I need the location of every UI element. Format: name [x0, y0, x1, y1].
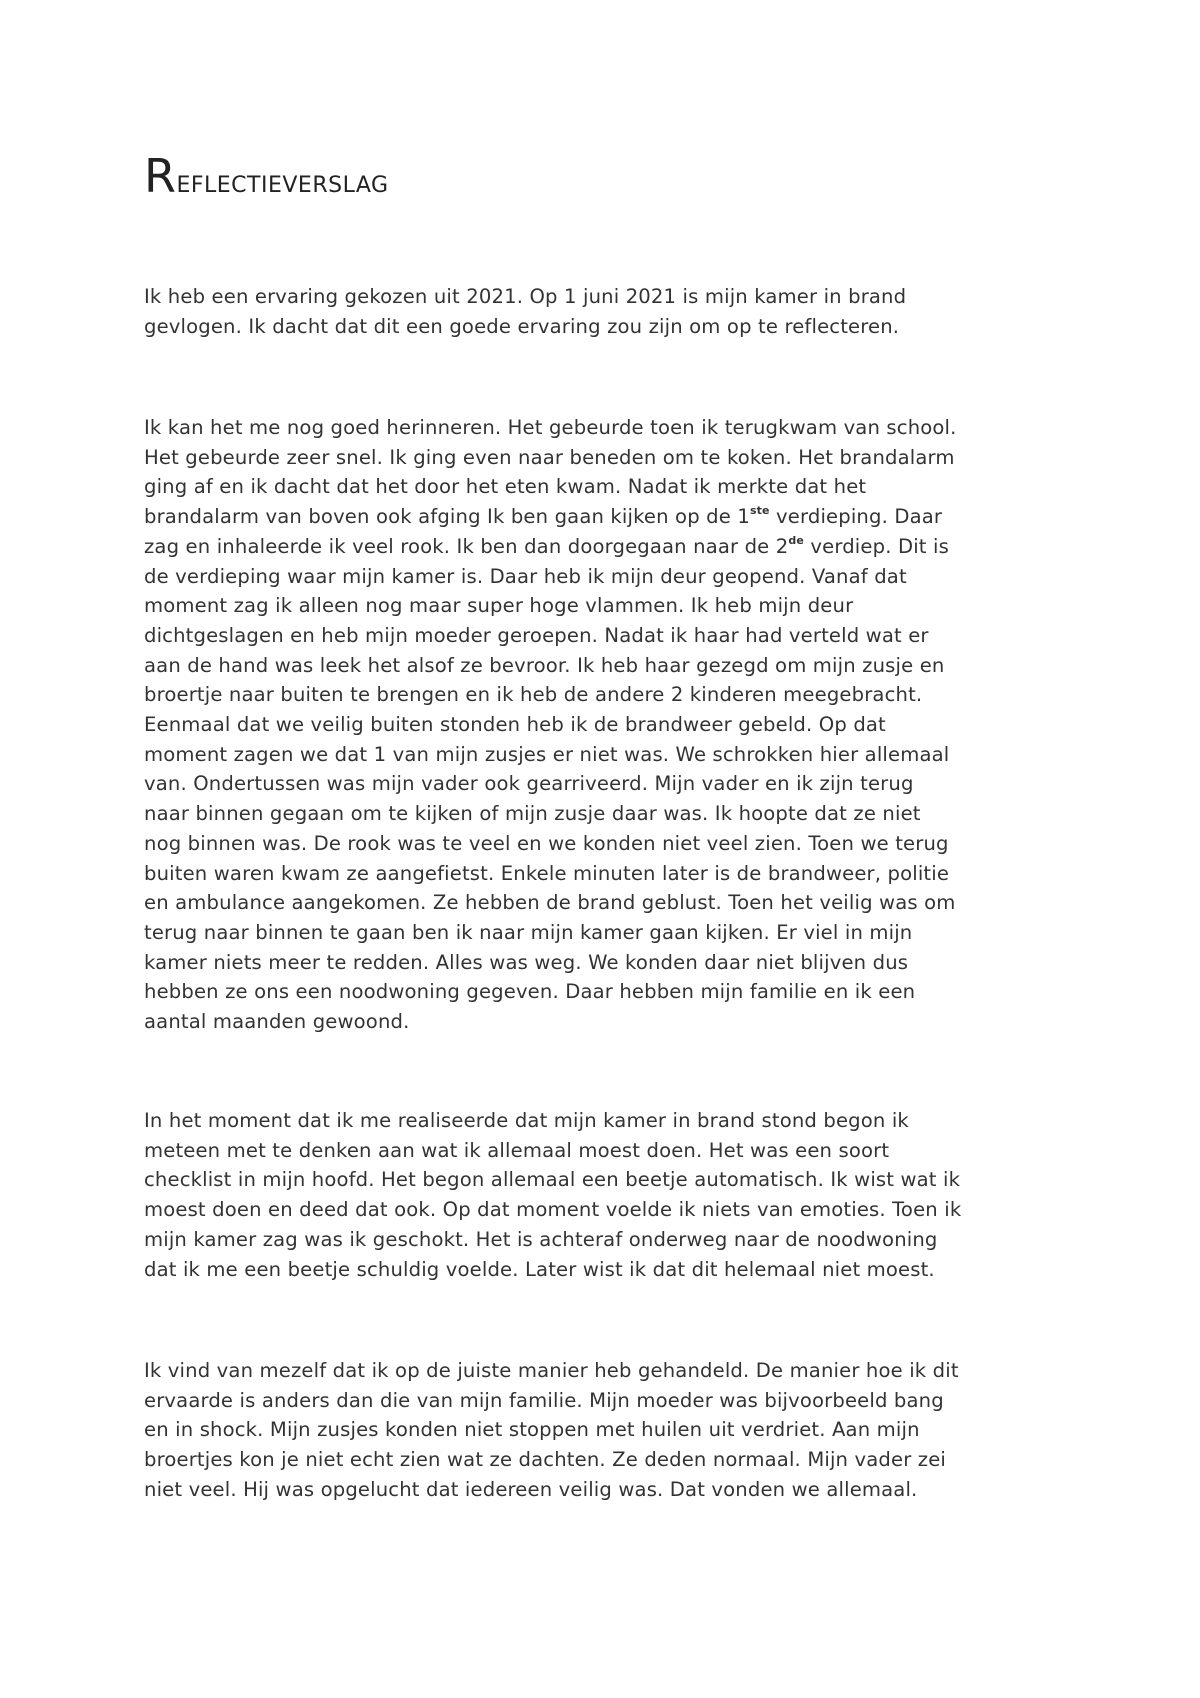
paragraph-line: niet veel. Hij was opgelucht dat iedereen veilig was. Dat vonden we allemaal. [144, 1477, 918, 1501]
paragraph-line: dichtgeslagen en heb mijn moeder geroepen. Nadat ik haar had verteld wat er [144, 623, 929, 647]
paragraph-line: moment zag ik alleen nog maar super hoge vlammen. Ik heb mijn deur [144, 594, 854, 618]
paragraph-line: In het moment dat ik me realiseerde dat mijn kamer in brand stond begon ik [144, 1109, 909, 1132]
paragraph-story [144, 413, 1074, 1037]
title-initial: R [144, 149, 177, 203]
paragraph-line: mijn kamer zag was ik geschokt. Het is achteraf onderweg naar de noodwoning [144, 1227, 938, 1251]
line-text: verdiep. Dit is [804, 534, 949, 558]
paragraph-line: ervaarde is anders dan die van mijn familie. Mijn moeder was bijvoorbeeld bang [144, 1388, 944, 1412]
paragraph-line: moest doen en deed dat ook. Op dat moment voelde ik niets van emoties. Toen ik [144, 1198, 962, 1222]
paragraph-line: Eenmaal dat we veilig buiten stonden heb ik de brandweer gebeld. Op dat [144, 713, 886, 737]
paragraph-line: Ik heb een ervaring gekozen uit 2021. Op 1 juni 2021 is mijn kamer in brand [144, 285, 907, 308]
ordinal-superscript: de [788, 533, 805, 547]
paragraph-line: Het gebeurde zeer snel. Ik ging even naar beneden om te koken. Het brandalarm [144, 445, 955, 469]
paragraph-line: hebben ze ons een noodwoning gegeven. Daar hebben mijn familie en ik een [144, 980, 916, 1004]
paragraph-line [144, 532, 1074, 562]
paragraph-line: kamer niets meer te redden. Alles was weg. We konden daar niet blijven dus [144, 950, 909, 974]
paragraph-line: checklist in mijn hoofd. Het begon allemaal een beetje automatisch. Ik wist wat ik [144, 1168, 961, 1192]
paragraph-line: meteen met te denken aan wat ik allemaal moest doen. Het was een soort [144, 1138, 890, 1162]
paragraph-line: gevlogen. Ik dacht dat dit een goede ervaring zou zijn om op te reflecteren. [144, 314, 900, 338]
paragraph-line: Ik kan het me nog goed herinneren. Het gebeurde toen ik terugkwam van school. [144, 416, 957, 439]
title-rest: eflectieverslag [176, 162, 389, 200]
paragraph-feelings [144, 1106, 1074, 1284]
paragraph-line: nog binnen was. De rook was te veel en we konden niet veel zien. Toen we terug [144, 831, 949, 855]
line-text: verdieping. Daar [769, 505, 943, 529]
paragraph-line: van. Ondertussen was mijn vader ook gearriveerd. Mijn vader en ik zijn terug [144, 772, 914, 796]
paragraph-line: aan de hand was leek het alsof ze bevroor. Ik heb haar gezegd om mijn zusje en [144, 653, 945, 677]
paragraph-line: broertjes kon je niet echt zien wat ze dachten. Ze deden normaal. Mijn vader zei [144, 1448, 947, 1472]
paragraph-line: dat ik me een beetje schuldig voelde. Later wist ik dat dit helemaal niet moest. [144, 1257, 935, 1281]
paragraph-line: moment zagen we dat 1 van mijn zusjes er niet was. We schrokken hier allemaal [144, 742, 950, 766]
paragraph-line: en ambulance aangekomen. Ze hebben de brand geblust. Toen het veilig was om [144, 891, 956, 915]
document-title [144, 150, 389, 207]
paragraph-line: ging af en ik dacht dat het door het eten kwam. Nadat ik merkte dat het [144, 475, 867, 499]
paragraph-line: naar binnen gegaan om te kijken of mijn zusje daar was. Ik hoopte dat ze niet [144, 802, 921, 826]
paragraph-line: broertje naar buiten te brengen en ik heb de andere 2 kinderen meegebracht. [144, 683, 923, 707]
paragraph-line [144, 502, 1074, 532]
paragraph-evaluation [144, 1356, 1074, 1505]
paragraph-line: de verdieping waar mijn kamer is. Daar heb ik mijn deur geopend. Vanaf dat [144, 564, 907, 588]
line-text: zag en inhaleerde ik veel rook. Ik ben dan doorgegaan naar de 2 [144, 534, 789, 558]
ordinal-superscript: ste [749, 504, 770, 518]
paragraph-line: aantal maanden gewoond. [144, 1010, 410, 1034]
paragraph-line: en in shock. Mijn zusjes konden niet stoppen met huilen uit verdriet. Aan mijn [144, 1418, 920, 1442]
paragraph-line: terug naar binnen te gaan ben ik naar mijn kamer gaan kijken. Er viel in mijn [144, 920, 913, 944]
paragraph-line: buiten waren kwam ze aangefietst. Enkele minuten later is de brandweer, politie [144, 861, 950, 885]
paragraph-intro [144, 282, 1074, 341]
line-text: brandalarm van boven ook afging Ik ben gaan kijken op de 1 [144, 505, 750, 529]
paragraph-line: Ik vind van mezelf dat ik op de juiste manier heb gehandeld. De manier hoe ik dit [144, 1359, 959, 1382]
